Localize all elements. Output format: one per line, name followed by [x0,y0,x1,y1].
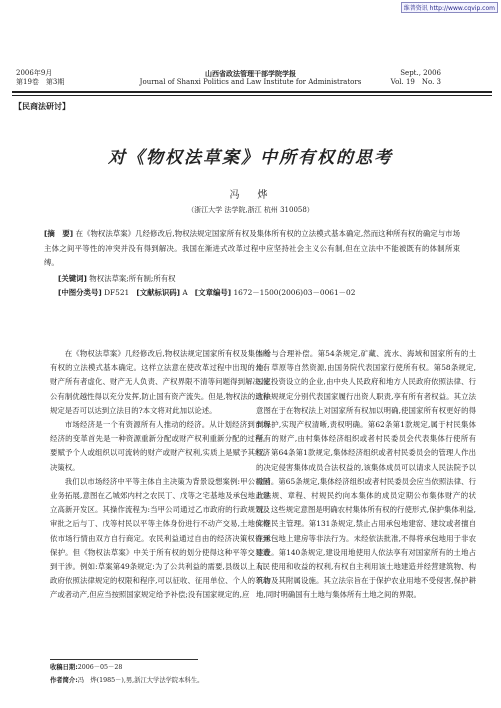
doc-code-value: A [182,288,188,297]
header-vol-en: Vol. 19 No. 3 [390,78,441,86]
footnote-rule [50,659,198,660]
header-rule-thin [12,95,492,96]
keywords [58,273,176,284]
article-title: 对《物权法草案》中所有权的思考 [108,148,393,168]
abstract-text: 在《物权法草案》几经修改后,物权法规定国家所有权及集体所有权的立法模式基本确定,然而这种所有权的确定与市场主体之间平等性的冲突并没有得到解决。我国在渐进式改革过程中应坚持社会主义公有制,但在立法中不能被既有的体制所束缚。 [44,229,460,267]
author-affiliation: （浙江大学 法学院,浙江 杭州 310058） [187,206,314,214]
footnote-author [50,675,203,687]
body-paragraph: 在《物权法草案》几经修改后,物权法规定国家所有权及集体所有权的立法模式基本确定。这样立法意在使改革过程中出现的公有财产所有者虚化、财产无人负责、产权界限不清等问题得到解决,使公有制优越性得以充分发挥,防止国有资产流失。但是,物权法的这种规定是否可以达到立法目的?本文将对此加以论述。 [50,349,270,415]
header-right [391,69,441,87]
author-info: 冯 烨(1985－),男,浙江大学法学院本科生。 [77,677,204,684]
article-number-label: [文章编号] [194,288,232,297]
footnote-received [50,662,122,674]
article-author: 冯 烨 [229,190,272,201]
body-column-left [50,347,270,603]
source-watermark: 维普资讯 http://www.cqvip.com [401,2,498,13]
abstract-label: [摘 要] [44,229,74,238]
received-date: 2006－05－28 [77,664,123,671]
journal-name-cn: 山西省政法管理干部学院学报 [205,69,296,78]
section-label: 【民商法研讨】 [14,102,70,111]
keywords-text: 物权法草案;所有制;所有权 [89,274,176,283]
body-paragraph: 我们以市场经济中平等主体自主决策为背景设想案例:甲公司因业务拓展,意图在乙城郊内村之农民丁、戊等之宅基地及承包地上建立高新开发区。其操作流程为:当甲公司通过乙市政府的行政规划及审批之后与丁、戊等村民以平等主体身份进行不动产交易,土地价格依市场行情由双方自行商定。农民利益通过自由的经济决策权得到保护。但《物权法草案》中关于所有权的划分使得这种平等交易遭到干涉。例如:草案第49条规定:为了公共利益的需要,县级以上人民政府依照法律规定的权限和程序,可以征收、征用单位、个人的不动产或者动产,但应当按照国家规定给予补偿;没有国家规定的,应 [50,476,270,600]
body-paragraph: 当给与合理补偿。第54条规定,矿藏、流水、海域和国家所有的土地、草原等自然资源,由国务院代表国家行使所有权。第58条规定,国家投资设立的企业,由中央人民政府和地方人民政府依照法律、行政法规规定分别代表国家履行出资人职责,享有所有者权益。其立法意图在于在物权法上对国家所有权加以明确,使国家所有权更好的得到保护,实现产权清晰,责权明确。第62条第1款规定,属于村民集体所有的财产,由村集体经济组织或者村民委员会代表集体行使所有权。第64条第1款规定,集体经济组织或者村民委员会的管理人作出的决定侵害集体成员合法权益的,该集体成员可以请求人民法院予以撤销。第65条规定,集体经济组织或者村民委员会应当依照法律、行政法规、章程、村规民约向本集体的成员定期公布集体财产的状况。这些规定意图是明确农村集体所有权的行使形式,保护集体利益,实现民主管理。第131条规定,禁止占用承包地建窑、建坟或者擅自在承包地上建房等非法行为。未经依法批准,不得将承包地用于非农建设。第140条规定,建设用地使用人依法享有对国家所有的土地占有、使用和收益的权利,有权自主利用该土地建造并经营建筑物、构筑物及其附属设施。其立法宗旨在于保护农业用地不受侵害,保护耕地,同时明确国有土地与集体所有土地之间的界限。 [256,349,476,600]
received-label: 收稿日期: [50,664,78,671]
header-rule-thick [12,91,492,93]
author-info-label: 作者简介: [50,677,78,684]
journal-name-en: Journal of Shanxi Politics and Law Institute for Administrators [139,78,362,86]
header-issue: 第19卷 第3期 [16,78,65,86]
doc-code-label: [文献标识码] [136,288,181,297]
article-number-value: 1672－1500(2006)03－0061－02 [233,288,356,297]
header-date: 2006年9月 [16,69,53,77]
abstract [44,227,460,271]
header-date-en: Sept., 2006 [400,69,441,77]
classification [58,287,355,298]
body-paragraph: 市场经济是一个有资源所有人推动的经济。从计划经济到市场经济的变革首先是一种资源重新分配或财产权利重新分配的过程。要赋予个人或组织以可流转的财产或财产权利,实质上是赋予其经济决策权。 [50,420,270,472]
clc-value: DF521 [104,288,130,297]
clc-label: [中图分类号] [58,288,102,297]
body-column-right [256,347,476,603]
keywords-label: [关键词] [58,274,87,283]
